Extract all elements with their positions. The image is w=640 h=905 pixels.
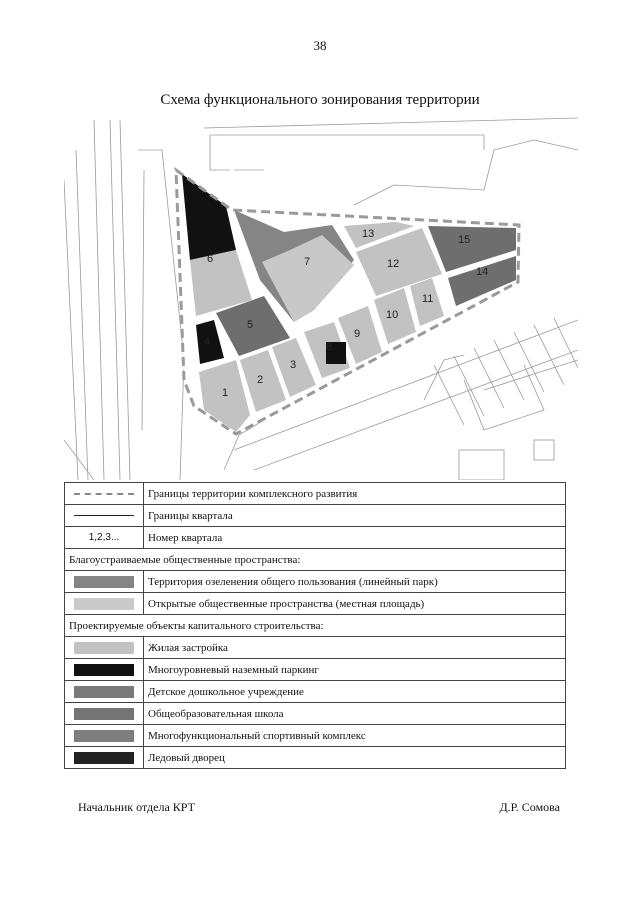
legend-row	[65, 747, 566, 769]
quarter-number-1: 1	[222, 387, 229, 399]
legend-label: Границы квартала	[144, 505, 566, 527]
quarter-number-8: 8	[326, 341, 333, 353]
legend-label: Жилая застройка	[144, 637, 566, 659]
fill-swatch	[74, 730, 134, 742]
quarter-number-2: 2	[257, 374, 264, 386]
zoning-map	[64, 110, 578, 480]
dashed-line-symbol	[74, 493, 134, 495]
legend-symbol-cell	[65, 637, 144, 659]
fill-swatch	[74, 642, 134, 654]
quarter-6-block	[182, 174, 236, 260]
legend-symbol-cell	[65, 747, 144, 769]
quarter-number-12: 12	[387, 258, 400, 270]
solid-line-symbol	[74, 515, 134, 516]
legend-section-label: Благоустраиваемые общественные пространства:	[65, 549, 566, 571]
quarter-number-15: 15	[458, 234, 471, 246]
quarter-number-7: 7	[304, 256, 311, 268]
legend-label: Детское дошкольное учреждение	[144, 681, 566, 703]
legend-label: Номер квартала	[144, 527, 566, 549]
quarter-number-3: 3	[290, 359, 297, 371]
legend-symbol-cell	[65, 659, 144, 681]
quarter-number-14: 14	[476, 266, 489, 278]
fill-swatch	[74, 752, 134, 764]
quarter-number-11: 11	[422, 293, 434, 305]
legend-row	[65, 527, 566, 549]
legend-section-row	[65, 549, 566, 571]
page-title: Схема функционального зонирования территории	[160, 92, 480, 108]
legend-label: Многофункциональный спортивный комплекс	[144, 725, 566, 747]
legend-label: Границы территории комплексного развития	[144, 483, 566, 505]
fill-swatch	[74, 686, 134, 698]
legend-symbol-cell	[65, 527, 144, 549]
quarter-number-4: 4	[204, 336, 211, 348]
legend-row	[65, 483, 566, 505]
legend-section-row	[65, 615, 566, 637]
quarter-number-symbol: 1,2,3...	[88, 532, 120, 543]
quarter-number-13: 13	[362, 228, 375, 240]
legend-label: Территория озеленения общего пользования (линейный парк)	[144, 571, 566, 593]
legend-symbol-cell	[65, 505, 144, 527]
legend-row	[65, 725, 566, 747]
quarter-number-6: 6	[207, 253, 214, 265]
legend-symbol-cell	[65, 703, 144, 725]
signatory-position: Начальник отдела КРТ	[78, 800, 195, 814]
legend-symbol-cell	[65, 593, 144, 615]
legend-row	[65, 659, 566, 681]
fill-swatch	[74, 598, 134, 610]
legend-label: Открытые общественные пространства (местная площадь)	[144, 593, 566, 615]
legend-row	[65, 571, 566, 593]
legend-label: Ледовый дворец	[144, 747, 566, 769]
legend-symbol-cell	[65, 483, 144, 505]
fill-swatch	[74, 708, 134, 720]
legend-row	[65, 593, 566, 615]
legend-symbol-cell	[65, 681, 144, 703]
fill-swatch	[74, 576, 134, 588]
quarter-number-9: 9	[354, 328, 361, 340]
legend-label: Многоуровневый наземный паркинг	[144, 659, 566, 681]
legend-row	[65, 637, 566, 659]
legend-table	[64, 482, 566, 769]
page-number: 38	[313, 38, 327, 53]
fill-swatch	[74, 664, 134, 676]
legend-row	[65, 703, 566, 725]
legend-symbol-cell	[65, 571, 144, 593]
legend-section-label: Проектируемые объекты капитального строительства:	[65, 615, 566, 637]
signatory-name: Д.Р. Сомова	[499, 800, 560, 814]
legend-row	[65, 681, 566, 703]
legend-row	[65, 505, 566, 527]
legend-label: Общеобразовательная школа	[144, 703, 566, 725]
quarter-number-10: 10	[386, 309, 399, 321]
quarter-number-5: 5	[247, 319, 254, 331]
legend-symbol-cell	[65, 725, 144, 747]
